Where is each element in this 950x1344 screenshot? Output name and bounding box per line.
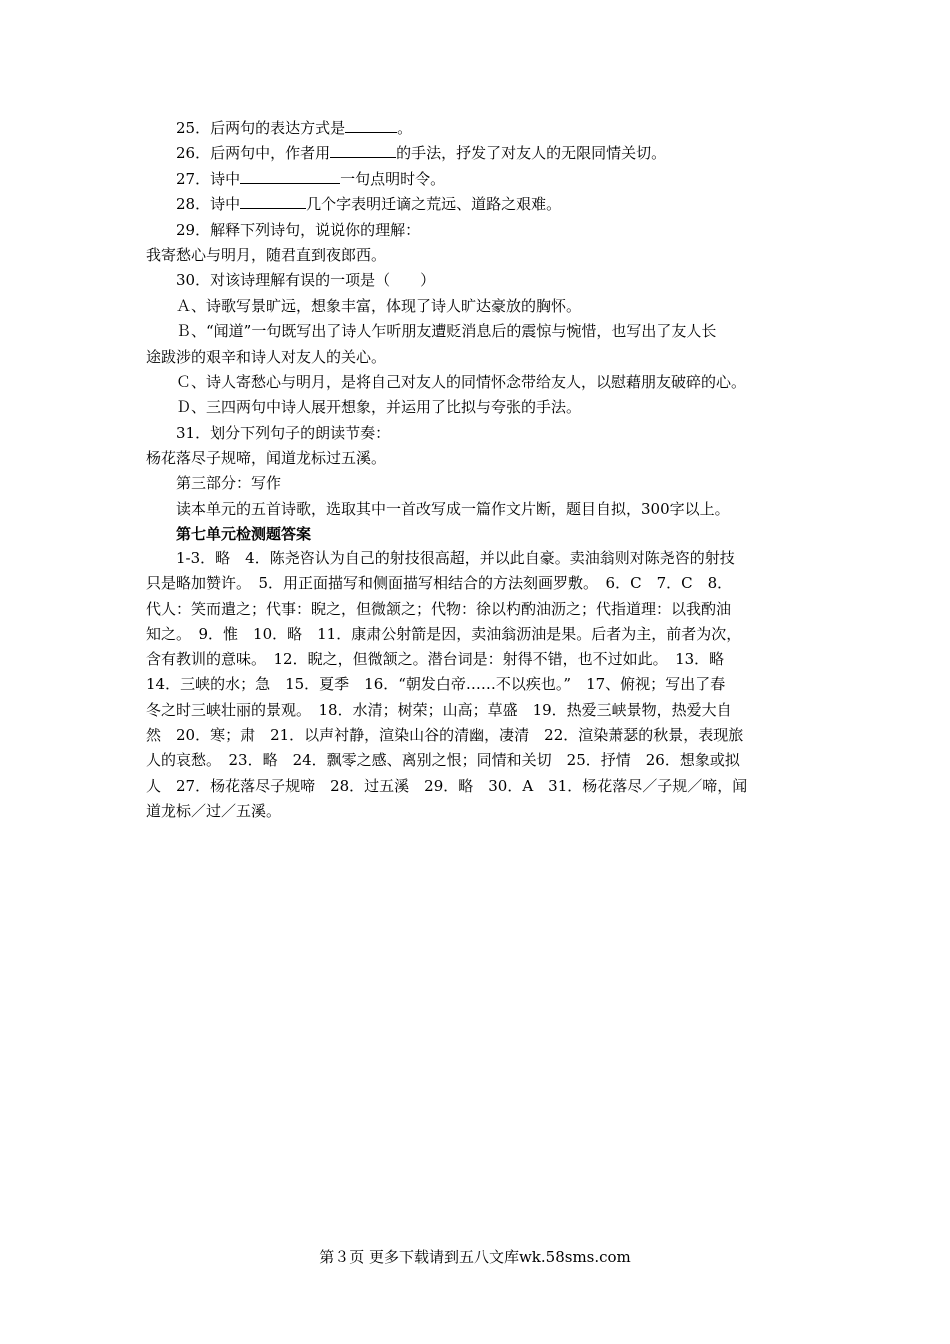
answer-blank (345, 117, 397, 133)
question-text: 的手法，抒发了对友人的无限同情关切。 (396, 144, 667, 163)
option-b-line2: 途跋涉的艰辛和诗人对友人的关心。 (146, 347, 387, 366)
option-b-line1: Ｂ、“闻道”一句既写出了诗人乍听朋友遭贬消息后的震惊与惋惜，也写出了友人长 (176, 322, 717, 341)
answer-line: 人的哀愁。 23．略 24．飘零之感、离别之恨；同情和关切 25．抒情 26．想象或拟 (146, 751, 740, 770)
question-29-poem: 我寄愁心与明月，随君直到夜郎西。 (146, 245, 387, 264)
page-footer: 第３页 更多下载请到五八文库wk.58sms.com (319, 1248, 631, 1266)
answer-line: 代人：笑而遣之；代事：睨之，但微颔之；代物：徐以杓酌油沥之；代指道理：以我酌油 (146, 599, 732, 618)
question-25 (146, 116, 810, 141)
answer-line: 人 27．杨花落尽子规啼 28．过五溪 29．略 30．A 31．杨花落尽／子规／啼，闻 (146, 776, 748, 795)
answer-line: 道龙标／过／五溪。 (146, 801, 282, 820)
option-a: Ａ、诗歌写景旷远，想象丰富，体现了诗人旷达豪放的胸怀。 (176, 296, 582, 315)
question-text: 26．后两句中，作者用 (176, 144, 331, 163)
question-31: 31．划分下列句子的朗读节奏： (176, 423, 391, 442)
question-text: 27．诗中 (176, 169, 241, 188)
answer-line: 含有教训的意味。 12．睨之，但微颔之。潜台词是：射得不错，也不过如此。 13．略 (146, 650, 725, 669)
answer-line: 冬之时三峡壮丽的景观。 18．水清；树荣；山高；草盛 19．热爱三峡景物，热爱大自 (146, 700, 732, 719)
answer-blank (240, 193, 306, 209)
question-text: 。 (397, 119, 413, 137)
answer-line: 然 20．寒；肃 21．以声衬静，渲染山谷的清幽，凄清 22．渲染萧瑟的秋景，表现旅 (146, 726, 744, 745)
answer-text (146, 546, 810, 824)
question-30: 30．对该诗理解有误的一项是（ ） (176, 271, 436, 290)
question-31-poem: 杨花落尽子规啼，闻道龙标过五溪。 (146, 449, 387, 468)
question-28 (146, 192, 810, 217)
part3-text: 读本单元的五首诗歌，选取其中一首改写成一篇作文片断，题目自拟，300字以上。 (176, 499, 730, 518)
answer-blank (240, 168, 340, 184)
question-text: 几个字表明迁谪之荒远、道路之艰难。 (306, 195, 562, 214)
option-d: Ｄ、三四两句中诗人展开想象，并运用了比拟与夸张的手法。 (176, 398, 582, 417)
part3-title: 第三部分：写作 (176, 474, 282, 493)
answer-blank (330, 142, 396, 158)
question-29: 29．解释下列诗句，说说你的理解： (176, 220, 421, 239)
answer-section-title: 第七单元检测题答案 (176, 525, 312, 544)
answer-line: 14．三峡的水；急 15．夏季 16．“朝发白帝……不以疾也。” 17、俯视；写出了春 (146, 675, 726, 694)
answer-line: 只是略加赞许。 5．用正面描写和侧面描写相结合的方法刻画罗敷。 6．C 7．C 8． (146, 574, 733, 593)
question-text: 28．诗中 (176, 195, 241, 214)
question-text: 一句点明时令。 (340, 169, 446, 188)
answer-line: 知之。 9．惟 10．略 11．康肃公射箭是因，卖油翁沥油是果。后者为主，前者为次， (146, 624, 742, 643)
answer-line: 1-3．略 4．陈尧咨认为自己的射技很高超，并以此自豪。卖油翁则对陈尧咨的射技 (176, 549, 735, 567)
question-26 (146, 141, 810, 166)
question-27 (146, 167, 810, 192)
question-text: 25．后两句的表达方式是 (176, 119, 346, 137)
option-c: Ｃ、诗人寄愁心与明月，是将自己对友人的同情怀念带给友人，以慰藉朋友破碎的心。 (176, 372, 747, 391)
questions-section (146, 116, 810, 548)
